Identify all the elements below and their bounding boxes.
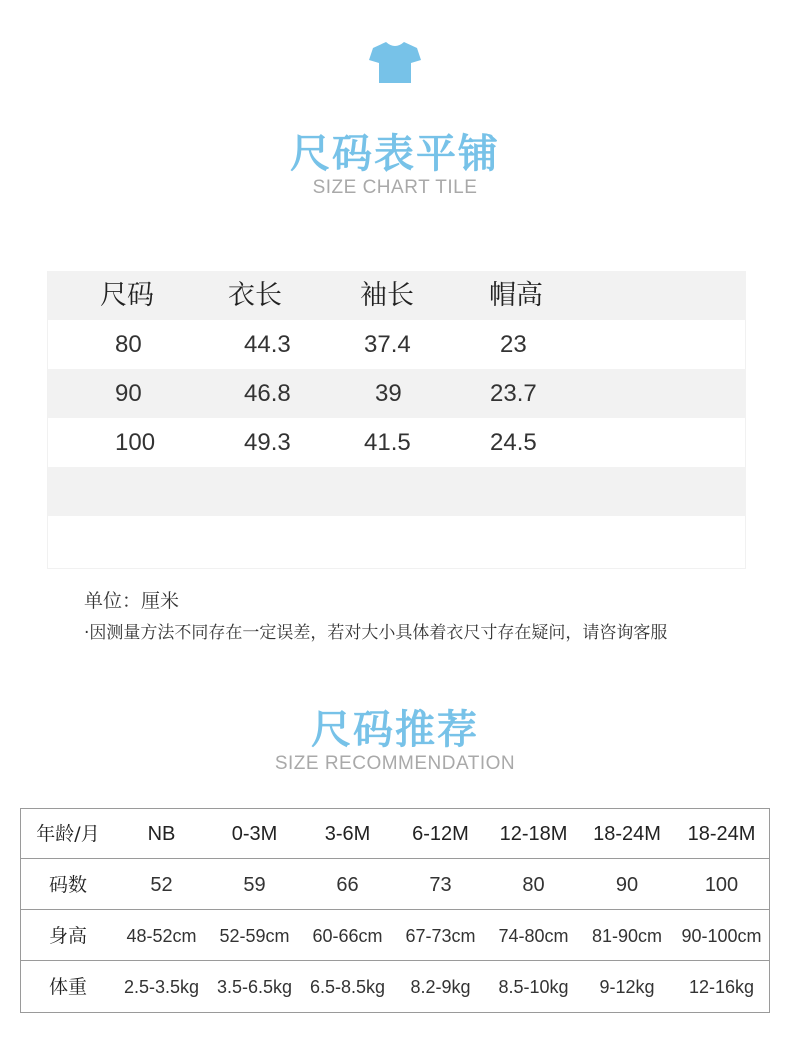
cell-value: 8.5-10kg [498, 977, 569, 997]
cell-value: 81-90cm [591, 926, 663, 946]
age-3-6m: 3-6M [324, 823, 371, 845]
cell-value: 52 [150, 874, 173, 896]
row-label-size: 码数 [48, 874, 87, 896]
size-recommendation-table [20, 808, 770, 1013]
tshirt-icon [369, 40, 421, 84]
empty-row [48, 516, 746, 565]
header-age: 年龄/月 [36, 823, 100, 845]
cell-hood: 23 [500, 331, 527, 358]
cell-value: 73 [429, 874, 452, 896]
cell-value: 66 [336, 874, 359, 896]
cell-sleeve: 39 [375, 380, 402, 407]
table-row [21, 911, 769, 961]
cell-value: 6.5-8.5kg [309, 977, 386, 997]
row-label-weight: 体重 [48, 976, 87, 998]
size-chart-title: 尺码表平铺 [290, 131, 500, 177]
header-size: 尺码 [100, 280, 154, 311]
cell-value: 3.5-6.5kg [216, 977, 293, 997]
cell-value: 60-66cm [312, 926, 383, 946]
age-18-24m-b: 18-24M [687, 823, 756, 845]
table-row [48, 418, 746, 467]
size-chart-header-row [48, 271, 746, 320]
cell-value: 2.5-3.5kg [123, 977, 200, 997]
recommendation-header-row [21, 809, 769, 859]
size-chart-subtitle: SIZE CHART TILE [312, 177, 478, 198]
table-row [48, 369, 746, 418]
age-6-12m: 6-12M [412, 823, 469, 845]
cell-size: 90 [115, 380, 142, 407]
header-length: 衣长 [228, 280, 282, 311]
cell-value: 80 [522, 874, 545, 896]
recommendation-subtitle: SIZE RECOMMENDATION [274, 753, 516, 774]
cell-value: 67-73cm [405, 926, 476, 946]
cell-value: 74-80cm [498, 926, 569, 946]
cell-length: 44.3 [244, 331, 291, 358]
cell-value: 8.2-9kg [410, 977, 471, 997]
cell-value: 90 [615, 874, 639, 896]
cell-hood: 24.5 [490, 429, 537, 456]
table-row [48, 320, 746, 369]
cell-value: 9-12kg [599, 977, 655, 997]
unit-note: 单位：厘米 [84, 590, 180, 612]
cell-size: 80 [115, 331, 142, 358]
recommendation-title: 尺码推荐 [311, 707, 479, 753]
empty-row [48, 467, 746, 516]
table-row [21, 962, 769, 1012]
row-label-height: 身高 [48, 925, 87, 947]
cell-length: 49.3 [244, 429, 291, 456]
header-sleeve: 袖长 [360, 280, 414, 311]
age-18-24m: 18-24M [593, 823, 661, 845]
measurement-disclaimer: ·因测量方法不同存在一定误差，若对大小具体着衣尺寸存在疑问，请咨询客服 [84, 623, 668, 643]
age-nb: NB [147, 823, 176, 845]
cell-size: 100 [115, 429, 156, 456]
cell-sleeve: 37.4 [364, 331, 411, 358]
cell-sleeve: 41.5 [364, 429, 411, 456]
cell-value: 59 [243, 874, 266, 896]
size-chart-table [47, 271, 746, 569]
cell-value: 100 [704, 874, 739, 896]
cell-value: 12-16kg [688, 977, 755, 997]
cell-value: 48-52cm [126, 926, 197, 946]
cell-value: 52-59cm [219, 926, 290, 946]
age-0-3m: 0-3M [231, 823, 278, 845]
cell-hood: 23.7 [490, 380, 537, 407]
cell-value: 90-100cm [681, 926, 762, 946]
cell-length: 46.8 [244, 380, 291, 407]
header-hood: 帽高 [489, 280, 543, 311]
age-12-18m: 12-18M [499, 823, 568, 845]
table-row [21, 860, 769, 910]
